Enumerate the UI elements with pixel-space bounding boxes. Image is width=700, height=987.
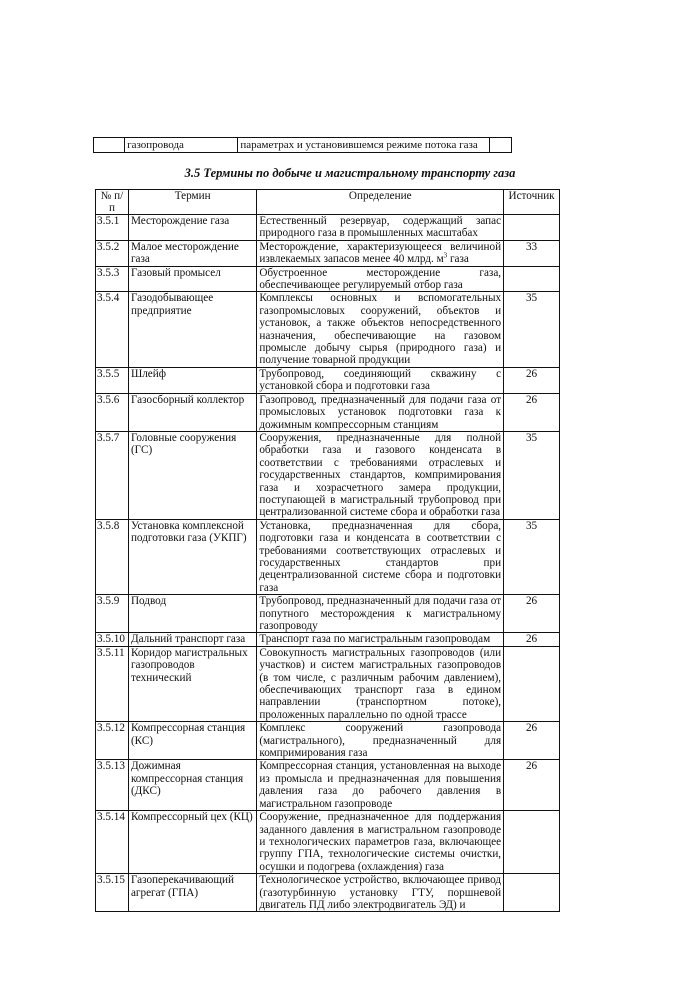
definition-cell: Газопровод, предназначенный для подачи газа от промысловых установок подготовки газа к дожимным компрессорным станциям (257, 393, 504, 431)
term-cell: Коридор магистральных газопроводов технический (128, 646, 256, 721)
definition-cell: Сооружения, предназначенные для полной обработки газа и газового конденсата в соответствии с требованиями отраслевых и государственных стандартов, компримирования газа и хозрасчетного замера продукции, поступающей в магистральный трубопровод при централизованной системе сбора и обработки газа (257, 431, 504, 519)
term-cell: Газоперекачивающий агрегат (ГПА) (128, 874, 256, 912)
table-row (96, 595, 560, 633)
header-num: № п/п (96, 190, 129, 215)
table-row (96, 431, 560, 519)
source-cell (504, 266, 560, 292)
definition-cell: параметрах и установившемся режиме потока газа (238, 138, 489, 153)
term-cell: Газовый промысел (128, 266, 256, 292)
source-cell: 35 (504, 519, 560, 594)
source-cell: 35 (504, 431, 560, 519)
header-term: Термин (128, 190, 256, 215)
row-number: 3.5.9 (96, 595, 129, 633)
table-row (96, 240, 560, 266)
source-cell: 33 (504, 240, 560, 266)
row-number: 3.5.3 (96, 266, 129, 292)
definition-text: Месторождение, характеризующееся величиной извлекаемых запасов менее 40 млрд. м (259, 240, 502, 266)
term-cell: Дальний транспорт газа (128, 633, 256, 646)
table-row (96, 367, 560, 393)
term-cell: Компрессорный цех (КЦ) (128, 811, 256, 874)
term-cell: Головные сооружения (ГС) (128, 431, 256, 519)
term-cell: Установка комплексной подготовки газа (УКПГ) (128, 519, 256, 594)
definition-cell: Технологическое устройство, включающее привод (газотурбинную установку ГТУ, поршневой двигатель ПД либо электродвигатель ЭД) и (257, 874, 504, 912)
definition-cell: Естественный резервуар, содержащий запас природного газа в промышленных масштабах (257, 215, 504, 241)
table-row (96, 760, 560, 811)
row-number: 3.5.4 (96, 292, 129, 367)
source-cell: 26 (504, 722, 560, 760)
definition-cell: Установка, предназначенная для сбора, подготовки газа и конденсата в соответствии с требованиями соответствующих отраслевых и государственных стандартов при децентрализованной системе сбора и подготовки газа (257, 519, 504, 594)
source-cell (504, 215, 560, 241)
source-cell (504, 811, 560, 874)
row-number: 3.5.15 (96, 874, 129, 912)
source-cell: 26 (504, 595, 560, 633)
terms-table (95, 189, 560, 912)
header-source: Источник (504, 190, 560, 215)
table-row (96, 266, 560, 292)
source-cell: 35 (504, 292, 560, 367)
term-cell: Газодобывающее предприятие (128, 292, 256, 367)
top-table-fragment (93, 137, 512, 153)
term-cell: Месторождение газа (128, 215, 256, 241)
source-cell: 26 (504, 760, 560, 811)
definition-cell: Совокупность магистральных газопроводов (или участков) и систем магистральных газопроводов (в том числе, с различным рабочим давлением), обеспечивающих транспорт газа в едином направлении (транспортном потоке), проложенных параллельно по одной трассе (257, 646, 504, 721)
term-cell: Малое месторождение газа (128, 240, 256, 266)
term-cell: Подвод (128, 595, 256, 633)
definition-tail: газа (447, 253, 469, 266)
definition-cell: Сооружение, предназначенное для поддержания заданного давления в магистральном газопроводе и технологических параметров газа, включающее группу ГПА, технологические системы очистки, осушки и подогрева (охлаждения) газа (257, 811, 504, 874)
table-row (96, 393, 560, 431)
row-number: 3.5.13 (96, 760, 129, 811)
term-cell: Компрессорная станция (КС) (128, 722, 256, 760)
table-row (96, 292, 560, 367)
table-header-row (96, 190, 560, 215)
row-number: 3.5.14 (96, 811, 129, 874)
section-title: 3.5 Термины по добыче и магистральному транспорту газа (184, 166, 516, 180)
definition-cell: Обустроенное месторождение газа, обеспечивающее регулируемый отбор газа (257, 266, 504, 292)
table-row (96, 874, 560, 912)
term-cell: газопровода (125, 138, 238, 153)
source-cell (504, 646, 560, 721)
table-row (96, 215, 560, 241)
term-cell: Дожимная компрессорная станция (ДКС) (128, 760, 256, 811)
definition-cell: Трубопровод, соединяющий скважину с установкой сбора и подготовки газа (257, 367, 504, 393)
definition-cell: Комплексы основных и вспомогательных газопромысловых сооружений, объектов и установок, а также объектов непосредственного назначения, обеспечивающие на газовом промысле добычу сырья (природного газа) и получение товарной продукции (257, 292, 504, 367)
term-cell: Шлейф (128, 367, 256, 393)
table-row (96, 722, 560, 760)
source-cell (489, 138, 511, 153)
definition-cell: Комплекс сооружений газопровода (магистрального), предназначенный для компримирования газа (257, 722, 504, 760)
row-number: 3.5.7 (96, 431, 129, 519)
row-number: 3.5.11 (96, 646, 129, 721)
definition-cell: Трубопровод, предназначенный для подачи газа от попутного месторождения к магистральному газопроводу (257, 595, 504, 633)
row-number: 3.5.12 (96, 722, 129, 760)
source-cell: 26 (504, 633, 560, 646)
row-number: 3.5.5 (96, 367, 129, 393)
definition-cell (257, 240, 504, 266)
cell-empty (94, 138, 125, 153)
source-cell (504, 874, 560, 912)
table-row (96, 633, 560, 646)
definition-cell: Транспорт газа по магистральным газопроводам (257, 633, 504, 646)
row-number: 3.5.6 (96, 393, 129, 431)
table-row (96, 646, 560, 721)
term-cell: Газосборный коллектор (128, 393, 256, 431)
table-row (96, 811, 560, 874)
row-number: 3.5.1 (96, 215, 129, 241)
row-number: 3.5.10 (96, 633, 129, 646)
row-number: 3.5.2 (96, 240, 129, 266)
superscript: 3 (443, 251, 448, 260)
definition-cell: Компрессорная станция, установленная на выходе из промысла и предназначенная для повышения давления газа до рабочего давления в магистральном газопроводе (257, 760, 504, 811)
row-number: 3.5.8 (96, 519, 129, 594)
source-cell: 26 (504, 367, 560, 393)
table-row (96, 519, 560, 594)
table-row (94, 138, 512, 153)
header-definition: Определение (257, 190, 504, 215)
source-cell: 26 (504, 393, 560, 431)
